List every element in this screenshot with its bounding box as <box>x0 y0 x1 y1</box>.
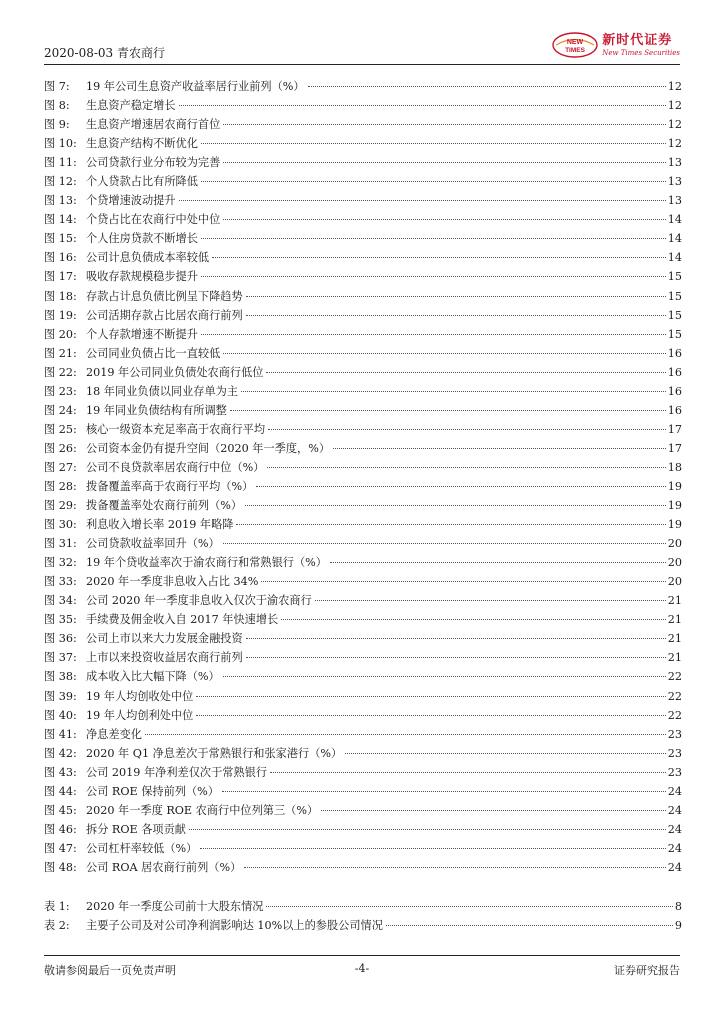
entry-title: 生息资产增速居农商行首位 <box>86 118 221 132</box>
figure-list <box>44 78 682 878</box>
figure-toc-entry[interactable] <box>44 459 682 478</box>
dot-leader <box>386 925 673 926</box>
header-date-company: 2020-08-03 青农商行 <box>44 46 166 60</box>
entry-title: 个人贷款占比有所降低 <box>86 175 198 189</box>
figure-toc-entry[interactable] <box>44 478 682 497</box>
entry-page-number: 20 <box>667 537 682 551</box>
figure-toc-entry[interactable] <box>44 326 682 345</box>
entry-title: 2020 年一季度非息收入占比 34% <box>86 575 259 589</box>
dot-leader <box>189 829 666 830</box>
figure-toc-entry[interactable] <box>44 421 682 440</box>
entry-page-number: 17 <box>667 441 682 455</box>
entry-page-number: 13 <box>667 156 682 170</box>
dot-leader <box>308 86 666 87</box>
entry-label: 图 40: <box>44 708 77 722</box>
dot-leader <box>223 124 665 125</box>
entry-label: 图 15: <box>44 232 77 246</box>
entry-title: 吸收存款规模稳步提升 <box>86 270 198 284</box>
figure-toc-entry[interactable] <box>44 135 682 154</box>
entry-page-number: 15 <box>667 327 682 341</box>
figure-toc-entry[interactable] <box>44 764 682 783</box>
entry-title: 成本收入比大幅下降（%） <box>86 670 220 684</box>
entry-label: 图 46: <box>44 822 77 836</box>
page-footer <box>44 962 680 978</box>
entry-title: 公司贷款收益率回升（%） <box>86 537 220 551</box>
figure-toc-entry[interactable] <box>44 440 682 459</box>
entry-label: 图 12: <box>44 175 77 189</box>
dot-leader <box>261 581 665 582</box>
entry-title: 2020 年 Q1 净息差次于常熟银行和张家港行（%） <box>86 746 343 760</box>
entry-label: 图 41: <box>44 727 77 741</box>
figure-toc-entry[interactable] <box>44 611 682 630</box>
entry-page-number: 21 <box>667 594 682 608</box>
entry-title: 拆分 ROE 各项贡献 <box>86 822 186 836</box>
dot-leader <box>333 448 666 449</box>
figure-toc-entry[interactable] <box>44 859 682 878</box>
dot-leader <box>246 638 666 639</box>
entry-label: 图 30: <box>44 518 77 532</box>
entry-title: 拨备覆盖率处农商行前列（%） <box>86 499 243 513</box>
entry-page-number: 12 <box>667 137 682 151</box>
dot-leader <box>223 676 666 677</box>
entry-page-number: 12 <box>667 99 682 113</box>
dot-leader <box>345 753 666 754</box>
table-toc-entry[interactable] <box>44 917 682 936</box>
entry-title: 个人住房贷款不断增长 <box>86 232 198 246</box>
figure-toc-entry[interactable] <box>44 707 682 726</box>
figure-toc-entry[interactable] <box>44 402 682 421</box>
entry-title: 公司不良贷款率居农商行中位（%） <box>86 460 265 474</box>
entry-title: 公司贷款行业分布较为完善 <box>86 156 221 170</box>
entry-title: 个贷占比在农商行中处中位 <box>86 213 221 227</box>
entry-label: 图 11: <box>44 156 77 170</box>
figure-toc-entry[interactable] <box>44 383 682 402</box>
entry-page-number: 24 <box>667 803 682 817</box>
entry-title: 18 年同业负债以同业存单为主 <box>86 384 239 398</box>
entry-page-number: 15 <box>667 289 682 303</box>
entry-label: 图 22: <box>44 365 77 379</box>
dot-leader <box>266 906 672 907</box>
figure-toc-entry[interactable] <box>44 268 682 287</box>
entry-title: 净息差变化 <box>86 727 142 741</box>
figure-toc-entry[interactable] <box>44 288 682 307</box>
dot-leader <box>179 200 666 201</box>
entry-page-number: 23 <box>667 765 682 779</box>
dot-leader <box>222 791 666 792</box>
figure-toc-entry[interactable] <box>44 630 682 649</box>
figure-toc-entry[interactable] <box>44 802 682 821</box>
entry-page-number: 19 <box>667 479 682 493</box>
entry-title: 上市以来投资收益居农商行前列 <box>86 651 243 665</box>
entry-label: 图 14: <box>44 213 77 227</box>
figure-toc-entry[interactable] <box>44 154 682 173</box>
figure-toc-entry[interactable] <box>44 592 682 611</box>
entry-title: 核心一级资本充足率高于农商行平均 <box>86 422 266 436</box>
entry-page-number: 23 <box>667 746 682 760</box>
entry-page-number: 21 <box>667 632 682 646</box>
entry-label: 图 38: <box>44 670 77 684</box>
entry-label: 图 33: <box>44 575 77 589</box>
entry-title: 公司 2020 年一季度非息收入仅次于渝农商行 <box>86 594 312 608</box>
entry-title: 公司 ROA 居农商行前列（%） <box>86 860 242 874</box>
entry-label: 图 48: <box>44 860 77 874</box>
figure-toc-entry[interactable] <box>44 783 682 802</box>
entry-title: 19 年个贷收益率次于渝农商行和常熟银行（%） <box>86 556 327 570</box>
figure-toc-entry[interactable] <box>44 840 682 859</box>
entry-label: 图 29: <box>44 499 77 513</box>
entry-label: 图 16: <box>44 251 77 265</box>
entry-page-number: 16 <box>667 384 682 398</box>
header-divider <box>44 64 680 65</box>
disclaimer-note: 敬请参阅最后一页免责声明 <box>44 964 176 977</box>
dot-leader <box>200 848 665 849</box>
new-times-logo-icon <box>552 32 598 58</box>
dot-leader <box>268 429 666 430</box>
figure-toc-entry[interactable] <box>44 230 682 249</box>
entry-page-number: 22 <box>667 670 682 684</box>
dot-leader <box>223 219 665 220</box>
entry-page-number: 12 <box>667 80 682 93</box>
entry-page-number: 24 <box>667 860 682 874</box>
entry-label: 图 24: <box>44 403 77 417</box>
figure-toc-entry[interactable] <box>44 821 682 840</box>
entry-title: 2019 年公司同业负债处农商行低位 <box>86 365 264 379</box>
entry-title: 公司同业负债占比一直较低 <box>86 346 221 360</box>
figure-toc-entry[interactable] <box>44 173 682 192</box>
entry-page-number: 21 <box>667 613 682 627</box>
figure-toc-entry[interactable] <box>44 649 682 668</box>
dot-leader <box>246 315 666 316</box>
entry-page-number: 14 <box>667 232 682 246</box>
entry-title: 19 年人均创收处中位 <box>86 689 194 703</box>
entry-page-number: 8 <box>674 899 682 913</box>
entry-label: 图 45: <box>44 803 77 817</box>
dot-leader <box>321 810 666 811</box>
entry-label: 图 31: <box>44 537 77 551</box>
entry-label: 图 32: <box>44 556 77 570</box>
entry-page-number: 15 <box>667 270 682 284</box>
dot-leader <box>267 467 665 468</box>
figure-toc-entry[interactable] <box>44 497 682 516</box>
dot-leader <box>201 181 666 182</box>
dot-leader <box>201 143 666 144</box>
figure-toc-entry[interactable] <box>44 116 682 135</box>
dot-leader <box>223 543 666 544</box>
entry-title: 2020 年一季度公司前十大股东情况 <box>86 899 264 913</box>
entry-title: 19 年公司生息资产收益率居行业前列（%） <box>86 80 305 93</box>
entry-title: 公司 ROE 保持前列（%） <box>86 784 220 798</box>
entry-label: 表 2: <box>44 919 70 933</box>
dot-leader <box>244 867 665 868</box>
entry-title: 手续费及佣金收入自 2017 年快速增长 <box>86 613 279 627</box>
entry-label: 图 42: <box>44 746 77 760</box>
dot-leader <box>201 334 666 335</box>
entry-label: 图 19: <box>44 308 77 322</box>
entry-title: 公司杠杆率较低（%） <box>86 841 198 855</box>
entry-label: 表 1: <box>44 899 70 913</box>
entry-label: 图 20: <box>44 327 77 341</box>
figure-toc-entry[interactable] <box>44 78 682 97</box>
entry-label: 图 34: <box>44 594 77 608</box>
entry-page-number: 13 <box>667 175 682 189</box>
page-header <box>44 30 680 64</box>
entry-label: 图 44: <box>44 784 77 798</box>
entry-label: 图 37: <box>44 651 77 665</box>
dot-leader <box>246 296 666 297</box>
dot-leader <box>315 600 666 601</box>
dot-leader <box>196 715 665 716</box>
dot-leader <box>230 410 666 411</box>
entry-label: 图 17: <box>44 270 77 284</box>
dot-leader <box>201 276 666 277</box>
figure-toc-entry[interactable] <box>44 573 682 592</box>
dot-leader <box>236 524 665 525</box>
entry-title: 生息资产稳定增长 <box>86 99 176 113</box>
table-of-contents <box>44 78 682 936</box>
table-list <box>44 898 682 936</box>
entry-page-number: 19 <box>667 518 682 532</box>
figure-toc-entry[interactable] <box>44 345 682 364</box>
dot-leader <box>179 105 666 106</box>
entry-title: 公司上市以来大力发展金融投资 <box>86 632 243 646</box>
entry-page-number: 12 <box>667 118 682 132</box>
entry-label: 图 43: <box>44 765 77 779</box>
entry-label: 图 47: <box>44 841 77 855</box>
figure-toc-entry[interactable] <box>44 97 682 116</box>
entry-page-number: 23 <box>667 727 682 741</box>
entry-label: 图 9: <box>44 118 70 132</box>
table-toc-entry[interactable] <box>44 898 682 917</box>
entry-title: 个人存款增速不断提升 <box>86 327 198 341</box>
logo-english-name: New Times Securities <box>602 48 680 57</box>
entry-title: 拨备覆盖率高于农商行平均（%） <box>86 479 254 493</box>
figure-toc-entry[interactable] <box>44 745 682 764</box>
entry-label: 图 10: <box>44 137 77 151</box>
dot-leader <box>246 657 666 658</box>
entry-title: 公司资本金仍有提升空间（2020 年一季度，%） <box>86 441 331 455</box>
dot-leader <box>266 372 665 373</box>
entry-label: 图 35: <box>44 613 77 627</box>
figure-toc-entry[interactable] <box>44 192 682 211</box>
entry-page-number: 16 <box>667 403 682 417</box>
entry-title: 个贷增速波动提升 <box>86 194 176 208</box>
dot-leader <box>245 505 666 506</box>
logo-chinese-name: 新时代证券 <box>602 32 673 48</box>
dot-leader <box>241 391 666 392</box>
entry-page-number: 18 <box>667 460 682 474</box>
dot-leader <box>270 772 666 773</box>
figure-toc-entry[interactable] <box>44 249 682 268</box>
dot-leader <box>196 696 665 697</box>
figure-toc-entry[interactable] <box>44 726 682 745</box>
entry-page-number: 15 <box>667 308 682 322</box>
section-gap <box>44 878 682 898</box>
entry-label: 图 25: <box>44 422 77 436</box>
entry-page-number: 13 <box>667 194 682 208</box>
figure-toc-entry[interactable] <box>44 364 682 383</box>
entry-label: 图 39: <box>44 689 77 703</box>
entry-page-number: 22 <box>667 708 682 722</box>
dot-leader <box>145 734 666 735</box>
entry-title: 19 年人均创利处中位 <box>86 708 194 722</box>
dot-leader <box>201 238 666 239</box>
entry-page-number: 21 <box>667 651 682 665</box>
dot-leader <box>330 562 666 563</box>
entry-title: 2020 年一季度 ROE 农商行中位列第三（%） <box>86 803 319 817</box>
entry-page-number: 24 <box>667 841 682 855</box>
entry-label: 图 18: <box>44 289 77 303</box>
entry-page-number: 14 <box>667 213 682 227</box>
page-number: -4- <box>354 962 370 975</box>
entry-label: 图 21: <box>44 346 77 360</box>
entry-title: 生息资产结构不断优化 <box>86 137 198 151</box>
entry-page-number: 24 <box>667 784 682 798</box>
entry-label: 图 23: <box>44 384 77 398</box>
entry-page-number: 20 <box>667 575 682 589</box>
entry-label: 图 36: <box>44 632 77 646</box>
entry-label: 图 7: <box>44 80 70 93</box>
entry-title: 公司计息负债成本率较低 <box>86 251 210 265</box>
entry-page-number: 20 <box>667 556 682 570</box>
entry-label: 图 13: <box>44 194 77 208</box>
entry-page-number: 17 <box>667 422 682 436</box>
entry-title: 19 年同业负债结构有所调整 <box>86 403 227 417</box>
figure-toc-entry[interactable] <box>44 516 682 535</box>
dot-leader <box>223 162 665 163</box>
company-logo <box>552 30 680 60</box>
entry-page-number: 24 <box>667 822 682 836</box>
entry-page-number: 14 <box>667 251 682 265</box>
figure-toc-entry[interactable] <box>44 211 682 230</box>
figure-toc-entry[interactable] <box>44 668 682 687</box>
dot-leader <box>223 353 665 354</box>
entry-label: 图 28: <box>44 479 77 493</box>
dot-leader <box>256 486 665 487</box>
logo-mark-top: NEW <box>567 39 584 46</box>
entry-page-number: 9 <box>674 919 682 933</box>
entry-page-number: 16 <box>667 365 682 379</box>
report-type: 证券研究报告 <box>614 964 680 977</box>
entry-title: 公司活期存款占比居农商行前列 <box>86 308 243 322</box>
entry-title: 存款占计息负债比例呈下降趋势 <box>86 289 243 303</box>
entry-title: 利息收入增长率 2019 年略降 <box>86 518 234 532</box>
entry-page-number: 16 <box>667 346 682 360</box>
logo-mark-bottom: TIMES <box>565 47 586 54</box>
dot-leader <box>212 257 666 258</box>
figure-toc-entry[interactable] <box>44 688 682 707</box>
dot-leader <box>281 619 666 620</box>
entry-page-number: 22 <box>667 689 682 703</box>
entry-label: 图 8: <box>44 99 70 113</box>
entry-title: 主要子公司及对公司净利润影响达 10%以上的参股公司情况 <box>86 919 383 933</box>
figure-toc-entry[interactable] <box>44 535 682 554</box>
entry-label: 图 26: <box>44 441 77 455</box>
entry-label: 图 27: <box>44 460 77 474</box>
figure-toc-entry[interactable] <box>44 554 682 573</box>
figure-toc-entry[interactable] <box>44 307 682 326</box>
entry-title: 公司 2019 年净利差仅次于常熟银行 <box>86 765 268 779</box>
entry-page-number: 19 <box>667 499 682 513</box>
footer-divider <box>44 955 680 956</box>
